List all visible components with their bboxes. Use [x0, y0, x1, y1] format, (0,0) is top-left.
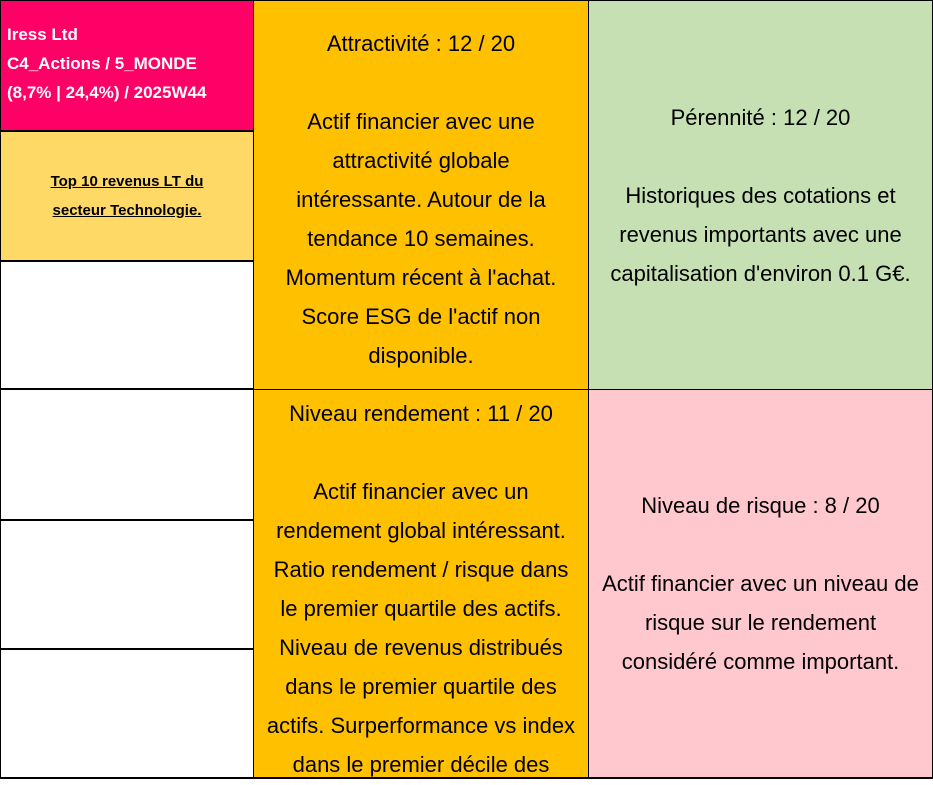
tagline-line-1: Top 10 revenus LT du: [50, 173, 204, 190]
perennite-line: revenus importants avec une: [619, 221, 902, 247]
rendement-line: actifs. Surperformance vs index: [266, 713, 576, 738]
attractivite-title: Attractivité : 12 / 20: [326, 31, 516, 56]
risque-line: risque sur le rendement: [644, 610, 877, 635]
attractivite-line: tendance 10 semaines.: [307, 226, 535, 251]
empty-cell: [0, 520, 254, 649]
rendement-cell: [253, 389, 589, 778]
rendement-line: Actif financier avec un: [313, 479, 529, 504]
perennite-cell: [588, 0, 933, 390]
attractivite-line: Momentum récent à l'achat.: [285, 265, 557, 290]
rendement-line: dans le premier quartile des: [285, 674, 557, 699]
empty-cell: [0, 389, 254, 520]
perennite-title: Pérennité : 12 / 20: [670, 104, 851, 130]
attractivite-line: disponible.: [368, 343, 474, 368]
company-name: Iress Ltd: [7, 25, 78, 44]
attractivite-line: Score ESG de l'actif non: [301, 304, 541, 329]
attractivite-line: attractivité globale: [332, 148, 510, 173]
asset-category: C4_Actions / 5_MONDE: [7, 54, 197, 73]
risque-line: Actif financier avec un niveau de: [602, 571, 919, 596]
tagline-line-2: secteur Technologie.: [52, 202, 202, 219]
rendement-line: dans le premier décile des: [292, 752, 550, 777]
empty-cell: [0, 261, 254, 389]
rendement-line: Niveau de revenus distribués: [279, 635, 563, 660]
risque-cell: [588, 389, 933, 778]
asset-stats: (8,7% | 24,4%) / 2025W44: [7, 83, 207, 102]
perennite-line: Historiques des cotations et: [625, 182, 896, 208]
empty-cell: [0, 649, 254, 778]
rendement-title: Niveau rendement : 11 / 20: [289, 401, 553, 426]
risque-title: Niveau de risque : 8 / 20: [641, 493, 880, 518]
bottom-border-strip: [0, 778, 933, 785]
attractivite-line: intéressante. Autour de la: [296, 187, 546, 212]
attractivite-cell: [253, 0, 589, 390]
perennite-line: capitalisation d'environ 0.1 G€.: [610, 260, 911, 286]
rendement-line: rendement global intéressant.: [276, 518, 566, 543]
rendement-line: Ratio rendement / risque dans: [273, 557, 569, 582]
rendement-line: le premier quartile des actifs.: [280, 596, 562, 621]
tagline-cell: [0, 131, 254, 261]
risque-line: considéré comme important.: [621, 649, 900, 674]
attractivite-line: Actif financier avec une: [307, 109, 535, 134]
asset-header-cell: [0, 0, 254, 131]
